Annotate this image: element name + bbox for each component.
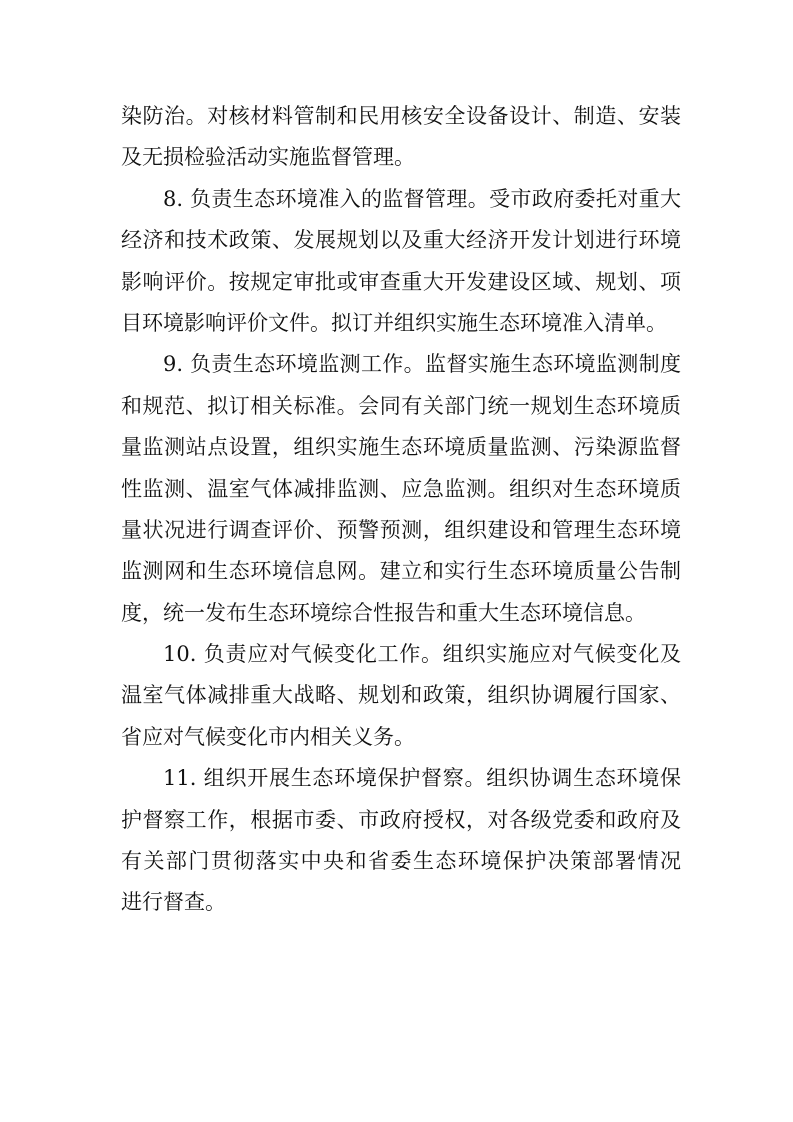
paragraph-8-start: 8. 负责生态环境准入的监督管理。受市政府委托对重大 xyxy=(163,186,681,211)
text-line: 监测网和生态环境信息网。建立和实行生态环境质量公告制 xyxy=(121,559,681,584)
text-line: 量监测站点设置，组织实施生态环境质量监测、污染源监督 xyxy=(121,435,681,460)
text-line: 省应对气候变化市内相关义务。 xyxy=(121,724,415,749)
text-line: 和规范、拟订相关标准。会同有关部门统一规划生态环境质 xyxy=(121,393,681,418)
document-body xyxy=(121,96,681,924)
text-line: 量状况进行调查评价、预警预测，组织建设和管理生态环境 xyxy=(121,517,681,542)
text-line: 度，统一发布生态环境综合性报告和重大生态环境信息。 xyxy=(121,600,646,625)
text-line: 及无损检验活动实施监督管理。 xyxy=(121,145,415,170)
text-line: 染防治。对核材料管制和民用核安全设备设计、制造、安装 xyxy=(121,104,681,128)
text-line: 性监测、温室气体减排监测、应急监测。组织对生态环境质 xyxy=(121,476,681,501)
text-line: 经济和技术政策、发展规划以及重大经济开发计划进行环境 xyxy=(121,228,681,253)
text-line: 温室气体减排重大战略、规划和政策，组织协调履行国家、 xyxy=(121,683,681,708)
text-line: 护督察工作，根据市委、市政府授权，对各级党委和政府及 xyxy=(121,807,681,832)
paragraph-10-start: 10. 负责应对气候变化工作。组织实施应对气候变化及 xyxy=(163,642,681,667)
text-line: 进行督查。 xyxy=(121,890,226,915)
text-line: 影响评价。按规定审批或审查重大开发建设区域、规划、项 xyxy=(121,269,681,294)
paragraph-11-start: 11. 组织开展生态环境保护督察。组织协调生态环境保 xyxy=(163,766,681,791)
text-line: 有关部门贯彻落实中央和省委生态环境保护决策部署情况 xyxy=(121,849,681,874)
text-line: 目环境影响评价文件。拟订并组织实施生态环境准入清单。 xyxy=(121,310,667,335)
paragraph-9-start: 9. 负责生态环境监测工作。监督实施生态环境监测制度 xyxy=(163,352,681,377)
